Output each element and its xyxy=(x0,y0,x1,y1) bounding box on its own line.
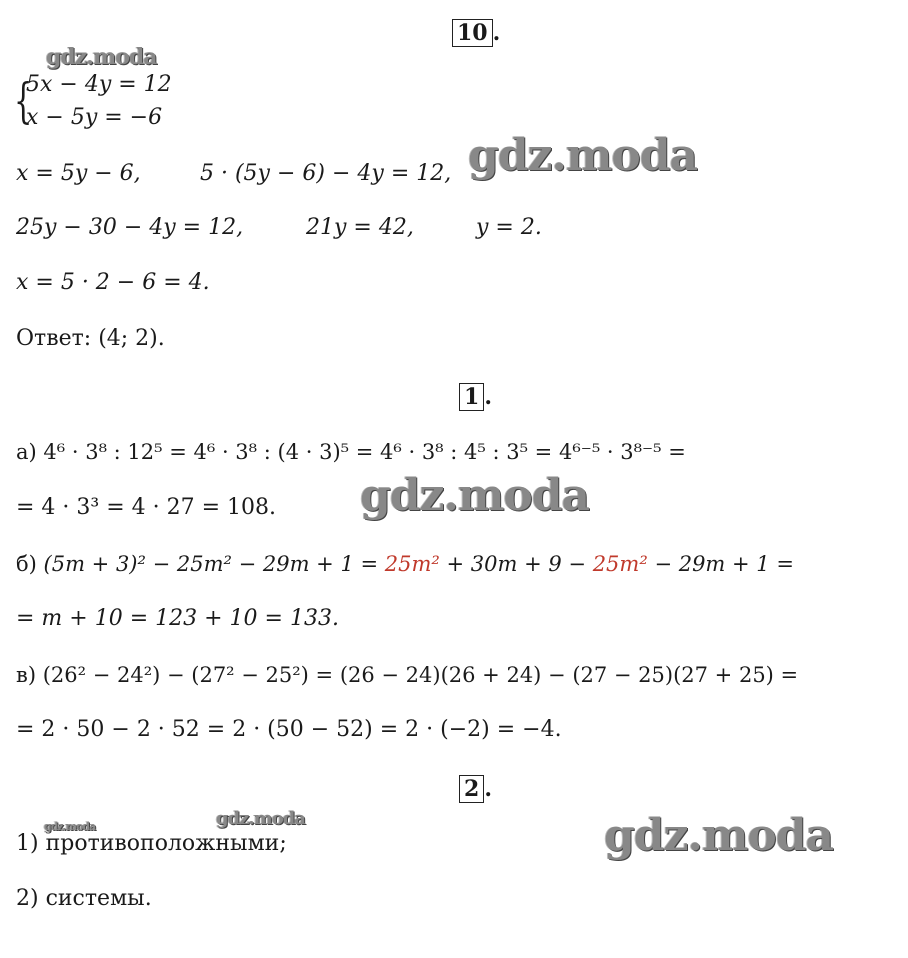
step2a: 25y − 30 − 4y = 12, xyxy=(16,215,244,240)
part-b-label: б) xyxy=(16,552,37,576)
part-a-expr: 4⁶ · 3⁸ : 12⁵ = 4⁶ · 3⁸ : (4 · 3)⁵ = 4⁶ · 3⁸ : 4⁵ : 3⁵ = 4⁶⁻⁵ · 3⁸⁻⁵ = xyxy=(43,440,686,464)
system-eq1: 5x − 4y = 12 xyxy=(26,72,172,97)
task-number-10: 10 . xyxy=(452,20,500,46)
watermark: gdz.moda xyxy=(468,130,698,181)
part-b-line2: = m + 10 = 123 + 10 = 133. xyxy=(16,606,339,631)
part-b-expr1: (5m + 3)² − 25m² − 29m + 1 = xyxy=(43,552,379,576)
answer: Ответ: (4; 2). xyxy=(16,326,165,351)
watermark: gdz.moda xyxy=(44,820,96,833)
part-a-line1 xyxy=(16,437,686,467)
answer-item-2: 2) системы. xyxy=(16,886,152,911)
watermark: gdz.moda xyxy=(46,44,157,70)
part-b-red-term2: 25m² xyxy=(592,552,648,576)
part-a-line2: = 4 · 3³ = 4 · 27 = 108. xyxy=(16,495,277,520)
watermark: gdz.moda xyxy=(604,810,834,861)
task-number-1: 1 . xyxy=(459,384,492,410)
step2b: 21y = 42, xyxy=(306,215,414,240)
part-b-line1 xyxy=(16,549,794,579)
part-b-red-term1: 25m² xyxy=(384,552,440,576)
step1b: 5 · (5y − 6) − 4y = 12, xyxy=(200,161,452,186)
step1a: x = 5y − 6, xyxy=(16,161,141,186)
step3: x = 5 · 2 − 6 = 4. xyxy=(16,270,210,295)
answer-item-1: 1) противоположными; xyxy=(16,831,287,856)
system-brace: { xyxy=(14,73,33,129)
part-c-line2: = 2 · 50 − 2 · 52 = 2 · (50 − 52) = 2 · (−2) = −4. xyxy=(16,717,562,742)
watermark: gdz.moda xyxy=(216,808,305,829)
task-number-2: 2 . xyxy=(459,776,492,802)
step2c: y = 2. xyxy=(476,215,542,240)
part-c-line1 xyxy=(16,660,798,690)
part-c-label: в) xyxy=(16,663,37,687)
part-b-expr3: − 29m + 1 = xyxy=(654,552,794,576)
system-eq2: x − 5y = −6 xyxy=(26,105,163,130)
watermark: gdz.moda xyxy=(360,470,590,521)
part-a-label: а) xyxy=(16,440,37,464)
part-b-expr2: + 30m + 9 − xyxy=(446,552,586,576)
part-c-expr: (26² − 24²) − (27² − 25²) = (26 − 24)(26 + 24) − (27 − 25)(27 + 25) = xyxy=(42,663,799,687)
